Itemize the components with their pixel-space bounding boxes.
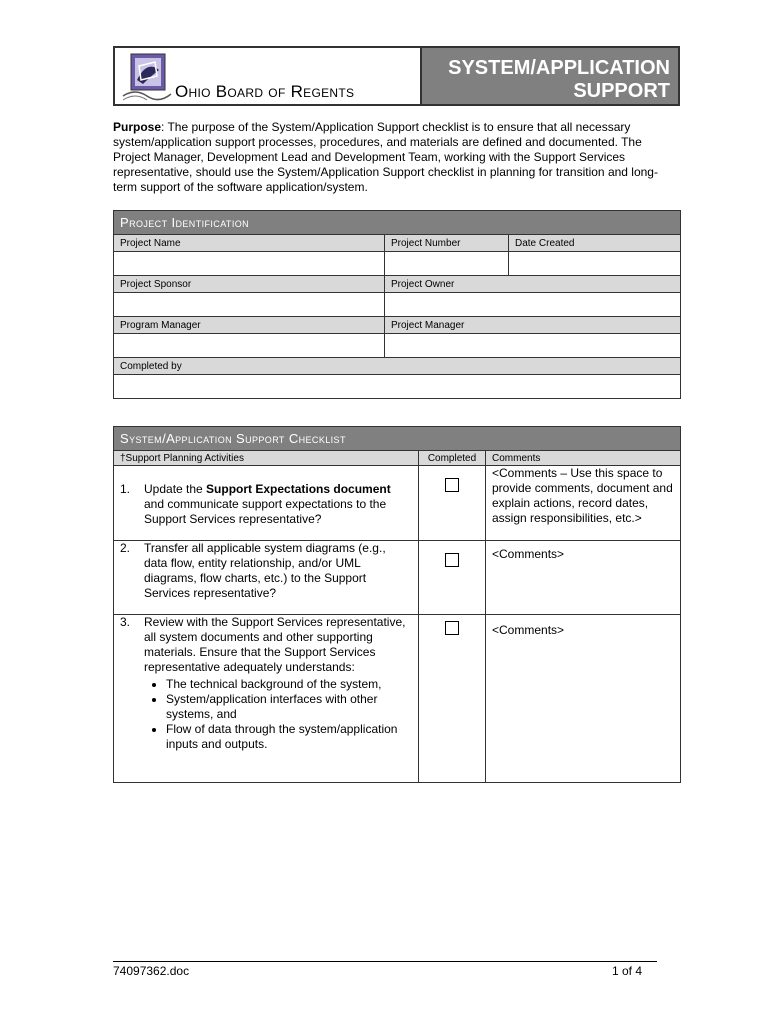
item-number: 1. [120,482,131,496]
footer-divider [113,961,657,962]
comment-field[interactable]: <Comments> [486,541,681,615]
footer-page-number: 1 of 4 [612,964,643,978]
completed-by-label: Completed by [114,358,681,375]
project-sponsor-label: Project Sponsor [114,276,385,293]
list-item: • Flow of data through the system/application inputs and outputs. [166,722,412,752]
project-number-field[interactable] [385,252,509,276]
comment-field[interactable]: <Comments – Use this space to provide comments, document and explain actions, record dates, assign responsibilities, etc.> [486,466,681,541]
item-text [144,482,412,527]
activities-column-header: †Support Planning Activities [114,451,419,466]
activity-item [114,541,419,615]
project-manager-label: Project Manager [385,317,681,334]
comment-field[interactable]: <Comments> [486,615,681,783]
purpose-text: : The purpose of the System/Application Support checklist is to ensure that all necessary system/application support processes, procedures, and materials are defined and documented. The Project Manager, Development Lead and Development Team, working with the Support Services representative, should use the System/Application Support checklist in planning for transition and long-term support of the software application/system. [113,120,658,194]
purpose-paragraph [113,120,673,195]
document-title [422,48,678,104]
item-text: Transfer all applicable system diagrams (e.g., data flow, entity relationship, and/or UML diagrams, flow charts, etc.) to the Support Services representative? [144,541,386,600]
document-title-line2: SUPPORT [573,80,670,102]
completed-cell [419,466,486,541]
table-row [114,615,681,783]
document-header [113,46,680,106]
list-item: • System/application interfaces with other systems, and [166,692,412,722]
project-name-label: Project Name [114,235,385,252]
org-name: Ohio Board of Regents [175,82,355,101]
completed-column-header: Completed [419,451,486,466]
header-org-block [115,48,422,104]
project-sponsor-field[interactable] [114,293,385,317]
activity-item [114,615,419,783]
completed-by-field[interactable] [114,375,681,399]
program-manager-field[interactable] [114,334,385,358]
item-text-part: and communicate support expectations to the Support Services representative? [144,497,387,526]
purpose-label: Purpose [113,120,162,134]
item-number: 2. [120,541,131,555]
project-owner-field[interactable] [385,293,681,317]
project-manager-field[interactable] [385,334,681,358]
item-text-part: Review with the Support Services representative, all system documents and other supporting materials. Ensure that the Support Services representative adequately understands: [144,615,406,674]
activity-item [114,466,419,541]
project-name-field[interactable] [114,252,385,276]
completed-cell [419,541,486,615]
project-identification-title: Project Identification [114,211,681,235]
table-row [114,541,681,615]
date-created-label: Date Created [509,235,681,252]
project-number-label: Project Number [385,235,509,252]
document-title-line1: SYSTEM/APPLICATION [448,57,670,79]
table-row [114,466,681,541]
board-of-regents-logo-icon [121,50,173,102]
footer-filename: 74097362.doc [113,964,190,978]
completed-checkbox[interactable] [445,478,459,492]
item-number: 3. [120,615,131,629]
completed-checkbox[interactable] [445,553,459,567]
completed-checkbox[interactable] [445,621,459,635]
completed-cell [419,615,486,783]
comments-column-header: Comments [486,451,681,466]
date-created-field[interactable] [509,252,681,276]
program-manager-label: Program Manager [114,317,385,334]
support-checklist-table [113,426,681,783]
support-expectations-link: Support Expectations document [206,482,391,496]
item-text [144,615,412,752]
item-text-part: Update the [144,482,207,496]
support-checklist-title: System/Application Support Checklist [114,427,681,451]
list-item: • The technical background of the system, [166,677,412,692]
item-bullet-list [144,677,412,752]
project-owner-label: Project Owner [385,276,681,293]
project-identification-table [113,210,681,399]
